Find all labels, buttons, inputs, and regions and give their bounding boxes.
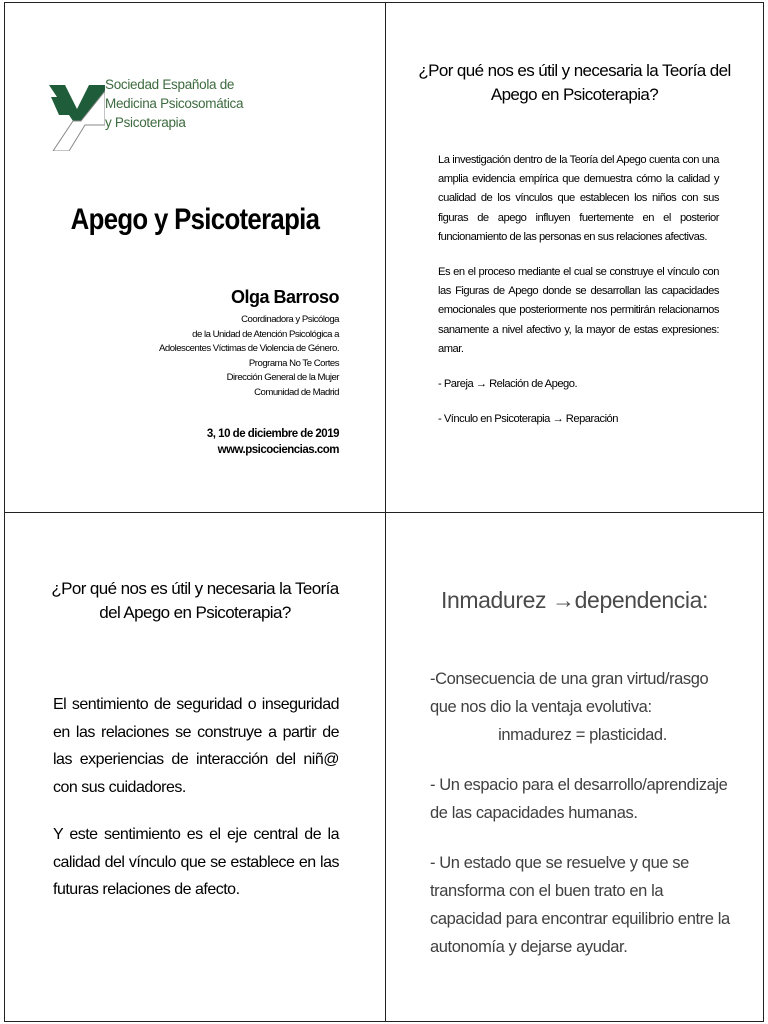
- affiliation-line: Coordinadora y Psicóloga: [241, 314, 339, 325]
- society-line: Sociedad Española de: [105, 77, 235, 92]
- presentation-date: 3, 10 de diciembre de 2019: [206, 428, 339, 440]
- slide-body: [438, 151, 719, 445]
- website-link[interactable]: www.psicociencias.com: [217, 444, 339, 456]
- slide-heading: Inmadurez →dependencia:: [441, 587, 708, 613]
- affiliation-line: Dirección General de la Mujer: [226, 372, 339, 383]
- society-name: [105, 75, 243, 132]
- paragraph: La investigación dentro de la Teoría del Apego cuenta con una amplia evidencia empírica que demuestra cómo la calidad y cualidad de los vínculos que establecen los niños con sus figuras de apego influyen fuertemente en el posterior funcionamiento de las personas en sus relaciones afectivas.: [438, 154, 719, 243]
- bullet-text: -Consecuencia de una gran virtud/rasgo que nos dio la ventaja evolutiva:: [430, 670, 709, 716]
- presentation-title: Apego y Psicoterapia: [70, 203, 320, 236]
- slide-heading: ¿Por qué nos es útil y necesaria la Teoría del Apego en Psicoterapia?: [418, 61, 731, 104]
- bullet-point: - Un espacio para el desarrollo/aprendizaje de las capacidades humanas.: [430, 776, 728, 822]
- society-line: y Psicoterapia: [105, 115, 186, 130]
- affiliation-line: Adolescentes Víctimas de Violencia de Género.: [159, 343, 339, 354]
- slide-body: [430, 665, 735, 983]
- affiliation-line: de la Unidad de Atención Psicológica a: [192, 328, 339, 340]
- slide-security-feeling: [4, 512, 386, 1022]
- paragraph: El sentimiento de seguridad o inseguridad en las relaciones se construye a partir de las experiencias de interacción del niñ@ con sus cuidadores.: [53, 696, 339, 796]
- list-item: - Vínculo en Psicoterapia → Reparación: [438, 413, 618, 426]
- slide-heading: ¿Por qué nos es útil y necesaria la Teoría del Apego en Psicoterapia?: [51, 579, 339, 622]
- affiliation-line: Programa No Te Cortes: [248, 357, 339, 369]
- society-logo-icon: [49, 75, 105, 151]
- author-affiliation: [159, 313, 339, 400]
- list-item: - Pareja → Relación de Apego.: [438, 378, 578, 391]
- paragraph: Es en el proceso mediante el cual se construye el vínculo con las Figuras de Apego donde se desarrollan las capacidades emocionales que posteriormente nos permitirán relacionarnos sanamente a nivel afectivo y, la mayor de estas expresiones: amar.: [438, 266, 719, 355]
- society-line: Medicina Psicosomática: [105, 96, 244, 111]
- affiliation-line: Comunidad de Madrid: [254, 386, 339, 398]
- slide-body: [53, 691, 339, 924]
- paragraph: Y este sentimiento es el eje central de la calidad del vínculo que se establece en las futuras relaciones de afecto.: [53, 826, 339, 898]
- slide-attachment-theory: [385, 2, 764, 513]
- date-block: [207, 426, 339, 458]
- bullet-point: - Un estado que se resuelve y que se transforma con el buen trato en la capacidad para encontrar equilibrio entre la autonomía y dejarse ayudar.: [430, 854, 730, 956]
- slide-title: [4, 2, 386, 513]
- slide-immaturity-dependence: [385, 512, 764, 1022]
- bullet-subline: inmadurez = plasticidad.: [498, 726, 667, 744]
- bullet-point: [430, 665, 735, 749]
- author-name: Olga Barroso: [230, 287, 339, 307]
